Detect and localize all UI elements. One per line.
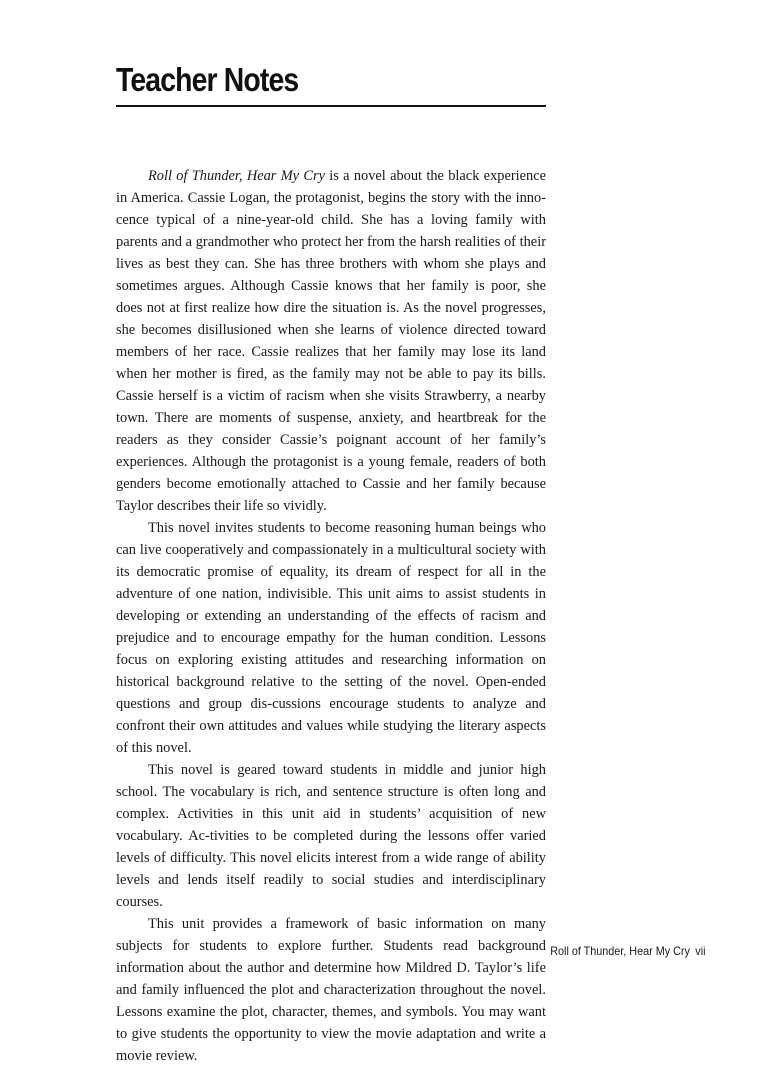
paragraph-1-text: is a novel about the black experience in America. Cassie Logan, the protagonist, begins the story with the inno-cence typical of a nine-year-old child. She has a loving family with parents and a grandmother who protect her from the harsh realities of their lives as best they can. She has three brothers with whom she plays and sometimes argues. Although Cassie knows that her family is poor, she does not at first realize how dire the situation is. As the novel progresses, she becomes disillusioned when she learns of violence directed toward members of her race. Cassie realizes that her family may lose its land when her mother is fired, as the family may not be able to pay its bills. Cassie herself is a victim of racism when she visits Strawberry, a nearby town. There are moments of suspense, anxiety, and heartbreak for the readers as they consider Cassie’s poignant account of her family’s experiences. Although the protagonist is a young female, readers of both genders become emotionally attached to Cassie and her family because Taylor describes their life so vividly.: [116, 168, 546, 514]
body-text: [116, 165, 546, 1067]
section-heading: [116, 58, 546, 107]
paragraph-1: [116, 165, 546, 517]
page-title: Teacher Notes: [116, 61, 299, 98]
paragraph-2: This novel invites students to become reasoning human beings who can live cooperatively and compassionately in a multicultural society with its democratic promise of equality, its dream of respect for all in the adventure of one nation, indivisible. This unit aims to assist students in developing or extending an understanding of the effects of racism and prejudice and to encourage empathy for the human condition. Lessons focus on exploring existing attitudes and researching information on historical background relative to the setting of the novel. Open-ended questions and group dis-cussions encourage students to analyze and confront their own attitudes and values while studying the literary aspects of this novel.: [116, 520, 546, 756]
page-footer: [551, 943, 706, 959]
title-underline-rule: [116, 105, 546, 107]
paragraph-4: This unit provides a framework of basic information on many subjects for students to explore further. Students read background information about the author and determine how Mildred D. Taylor’s life and family influenced the plot and characterization throughout the novel. Lessons examine the plot, character, themes, and symbols. You may want to give students the opportunity to view the movie adaptation and write a movie review.: [116, 916, 546, 1064]
page-number: vii: [695, 944, 706, 958]
footer-book-title: Roll of Thunder, Hear My Cry: [550, 944, 691, 958]
paragraph-3: This novel is geared toward students in middle and junior high school. The vocabulary is rich, and sentence structure is often long and complex. Activities in this unit aid in students’ acquisition of new vocabulary. Ac-tivities to be completed during the lessons offer varied levels of difficulty. This novel elicits interest from a wide range of ability levels and lends itself readily to social studies and interdisciplinary courses.: [116, 762, 546, 910]
novel-title-italic: Roll of Thunder, Hear My Cry: [148, 168, 325, 184]
